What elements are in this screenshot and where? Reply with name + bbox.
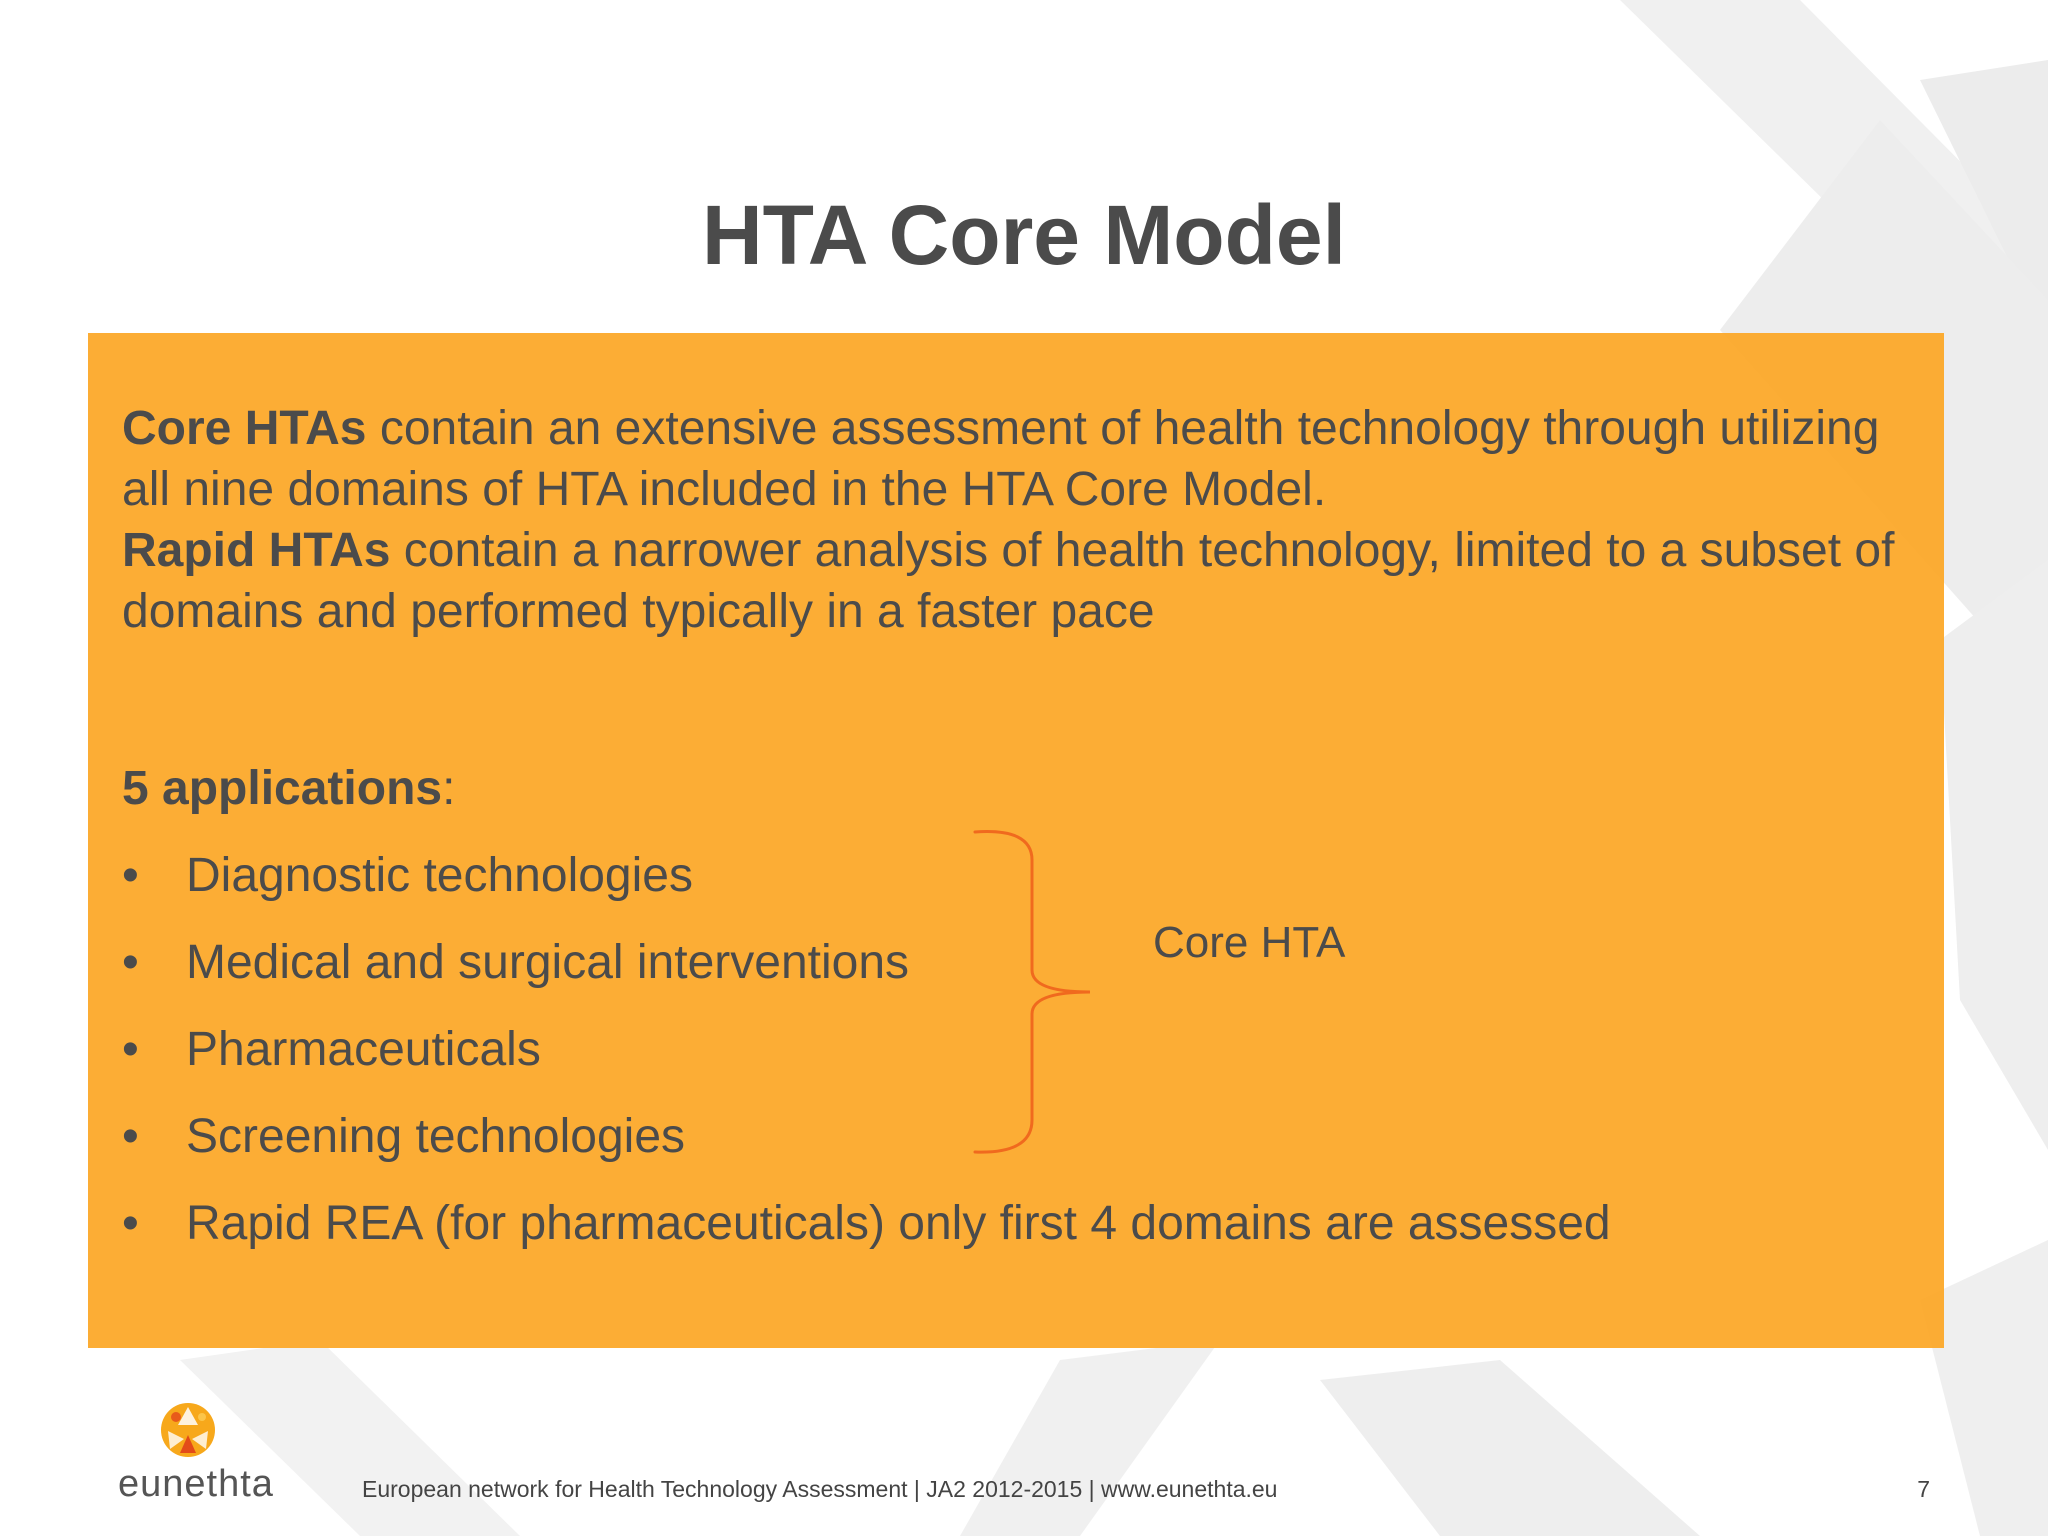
list-item (122, 1107, 685, 1167)
bullet-dot: • (122, 1110, 139, 1163)
list-item-text: Diagnostic technologies (186, 849, 693, 902)
rapid-htas-description: contain a narrower analysis of health technology, limited to a subset of domains and performed typically in a faster pace (122, 524, 1895, 638)
list-item-text: Pharmaceuticals (186, 1023, 541, 1076)
rapid-htas-term: Rapid HTAs (122, 524, 391, 577)
list-item (122, 933, 909, 993)
core-htas-description: contain an extensive assessment of health technology through utilizing all nine domains of HTA included in the HTA Core Model. (122, 402, 1880, 516)
core-htas-term: Core HTAs (122, 402, 367, 455)
applications-count: 5 applications (122, 762, 443, 815)
rapid-htas-paragraph (122, 520, 1902, 642)
slide-title: HTA Core Model (702, 188, 1346, 282)
right-curly-brace-icon (960, 820, 1100, 1160)
list-item-text: Medical and surgical interventions (186, 936, 910, 989)
list-item (122, 1194, 1611, 1254)
eunethta-wordmark: eunethta (118, 1463, 274, 1505)
bullet-dot: • (122, 1197, 139, 1250)
bullet-dot: • (122, 936, 139, 989)
applications-colon: : (442, 762, 456, 815)
core-htas-paragraph (122, 398, 1902, 520)
bullet-dot: • (122, 1023, 139, 1076)
page-number: 7 (1917, 1476, 1930, 1502)
list-item (122, 1020, 541, 1080)
core-hta-label: Core HTA (1153, 918, 1346, 967)
list-item-text: Screening technologies (186, 1110, 686, 1163)
footer-text: European network for Health Technology Assessment | JA2 2012-2015 | www.eunethta.eu (362, 1476, 1278, 1502)
bullet-dot: • (122, 849, 139, 902)
list-item (122, 846, 693, 906)
applications-heading (122, 758, 1902, 819)
list-item-text: Rapid REA (for pharmaceuticals) only first 4 domains are assessed (186, 1197, 1611, 1250)
